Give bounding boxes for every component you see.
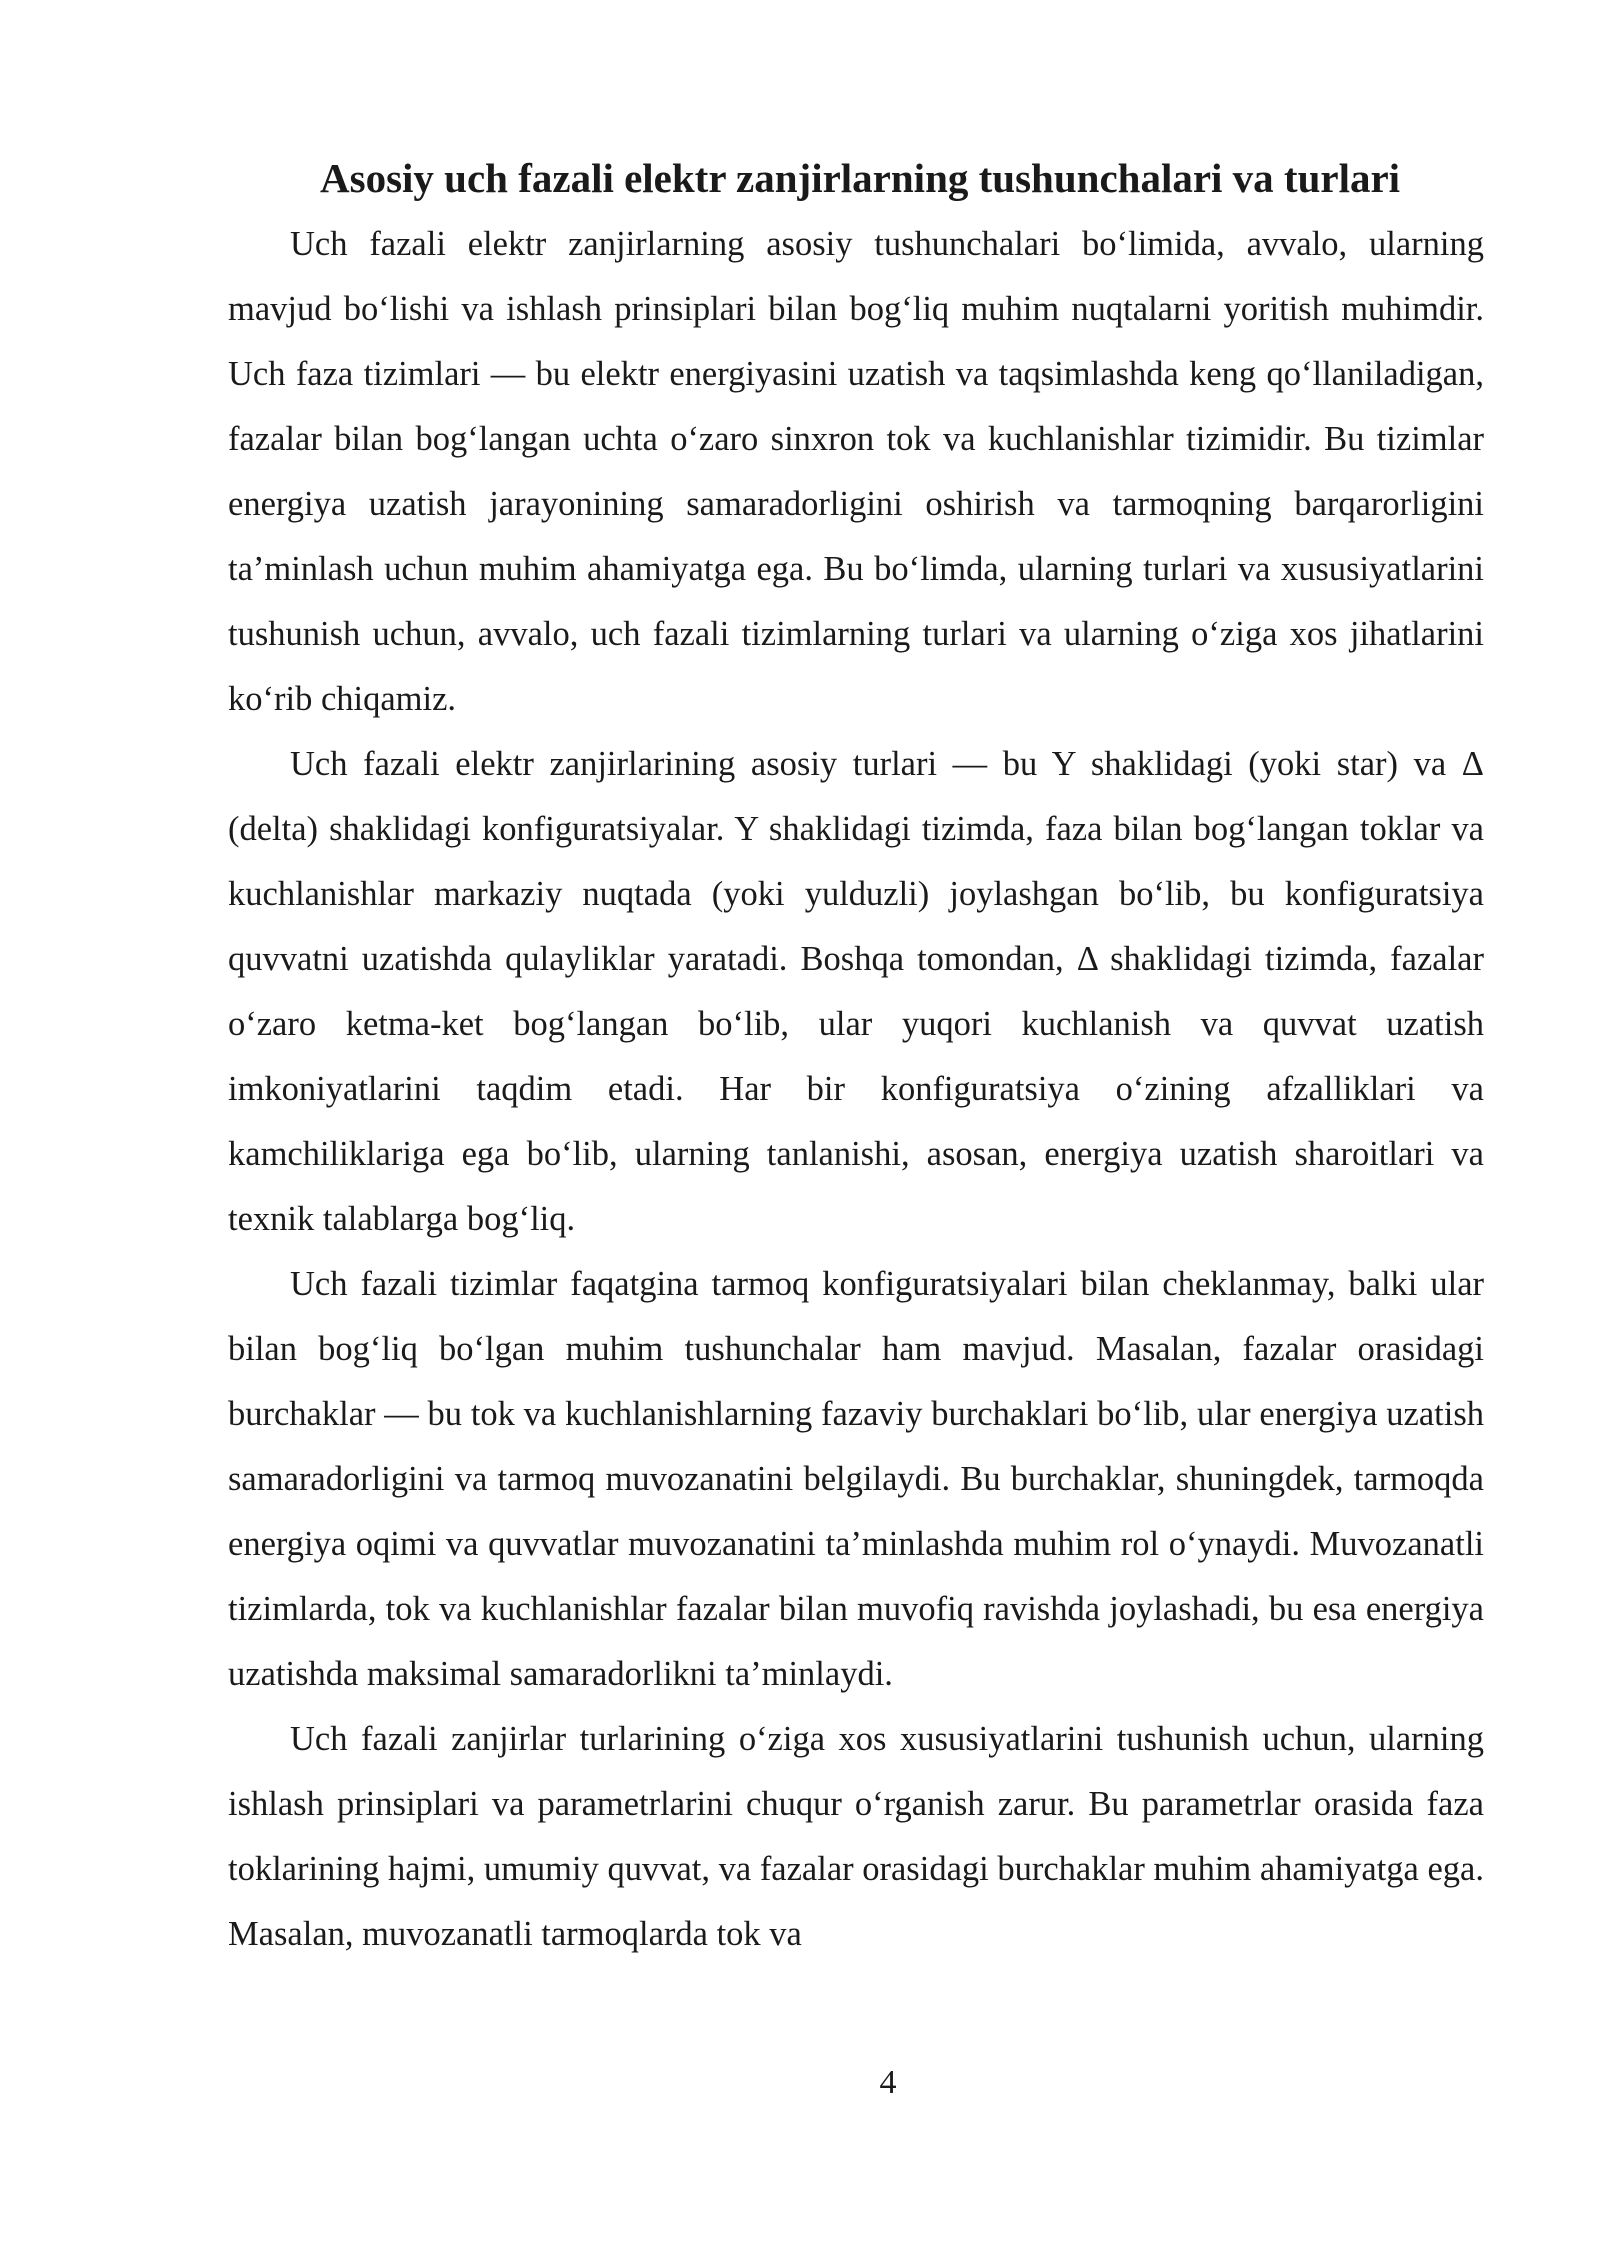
paragraph: Uch fazali elektr zanjirlarining asosiy turlari — bu Y shaklidagi (yoki star) va Δ (delta) shaklidagi konfiguratsiyalar. Y shaklidagi tizimda, faza bilan bog‘langan toklar va kuchlanishlar markaziy nuqtada (yoki yulduzli) joylashgan bo‘lib, bu konfiguratsiya quvvatni uzatishda qulayliklar yaratadi. Boshqa tomondan, Δ shaklidagi tizimda, fazalar o‘zaro ketma-ket bog‘langan bo‘lib, ular yuqori kuchlanish va quvvat uzatish imkoniyatlarini taqdim etadi. Har bir konfiguratsiya o‘zining afzalliklari va kamchiliklariga ega bo‘lib, ularning tanlanishi, asosan, energiya uzatish sharoitlari va texnik talablarga bog‘liq. bbox=[228, 745, 1484, 1238]
page-content bbox=[228, 150, 1484, 1967]
paragraph: Uch fazali elektr zanjirlarning asosiy tushunchalari bo‘limida, avvalo, ularning mavjud bo‘lishi va ishlash prinsiplari bilan bog‘liq muhim nuqtalarni yoritish muhimdir. Uch faza tizimlari — bu elektr energiyasini uzatish va taqsimlashda keng qo‘llaniladigan, fazalar bilan bog‘langan uchta o‘zaro sinxron tok va kuchlanishlar tizimidir. Bu tizimlar energiya uzatish jarayonining samaradorligini oshirish va tarmoqning barqarorligini ta’minlash uchun muhim ahamiyatga ega. Bu bo‘limda, ularning turlari va xususiyatlarini tushunish uchun, avvalo, uch fazali tizimlarning turlari va ularning o‘ziga xos jihatlarini ko‘rib chiqamiz. bbox=[228, 225, 1484, 718]
section-title: Asosiy uch fazali elektr zanjirlarning tushunchalari va turlari bbox=[320, 155, 1401, 201]
paragraph: Uch fazali tizimlar faqatgina tarmoq konfiguratsiyalari bilan cheklanmay, balki ular bilan bog‘liq bo‘lgan muhim tushunchalar ham mavjud. Masalan, fazalar orasidagi burchaklar — bu tok va kuchlanishlarning fazaviy burchaklari bo‘lib, ular energiya uzatish samaradorligini va tarmoq muvozanatini belgilaydi. Bu burchaklar, shuningdek, tarmoqda energiya oqimi va quvvatlar muvozanatini ta’minlashda muhim rol o‘ynaydi. Muvozanatli tizimlarda, tok va kuchlanishlar fazalar bilan muvofiq ravishda joylashadi, bu esa energiya uzatishda maksimal samaradorlikni ta’minlaydi. bbox=[228, 1265, 1484, 1693]
page-number: 4 bbox=[879, 2064, 897, 2101]
paragraph: Uch fazali zanjirlar turlarining o‘ziga xos xususiyatlarini tushunish uchun, ularning ishlash prinsiplari va parametrlarini chuqur o‘rganish zarur. Bu parametrlar orasida faza toklarining hajmi, umumiy quvvat, va fazalar orasidagi burchaklar muhim ahamiyatga ega. Masalan, muvozanatli tarmoqlarda tok va bbox=[228, 1720, 1484, 1953]
